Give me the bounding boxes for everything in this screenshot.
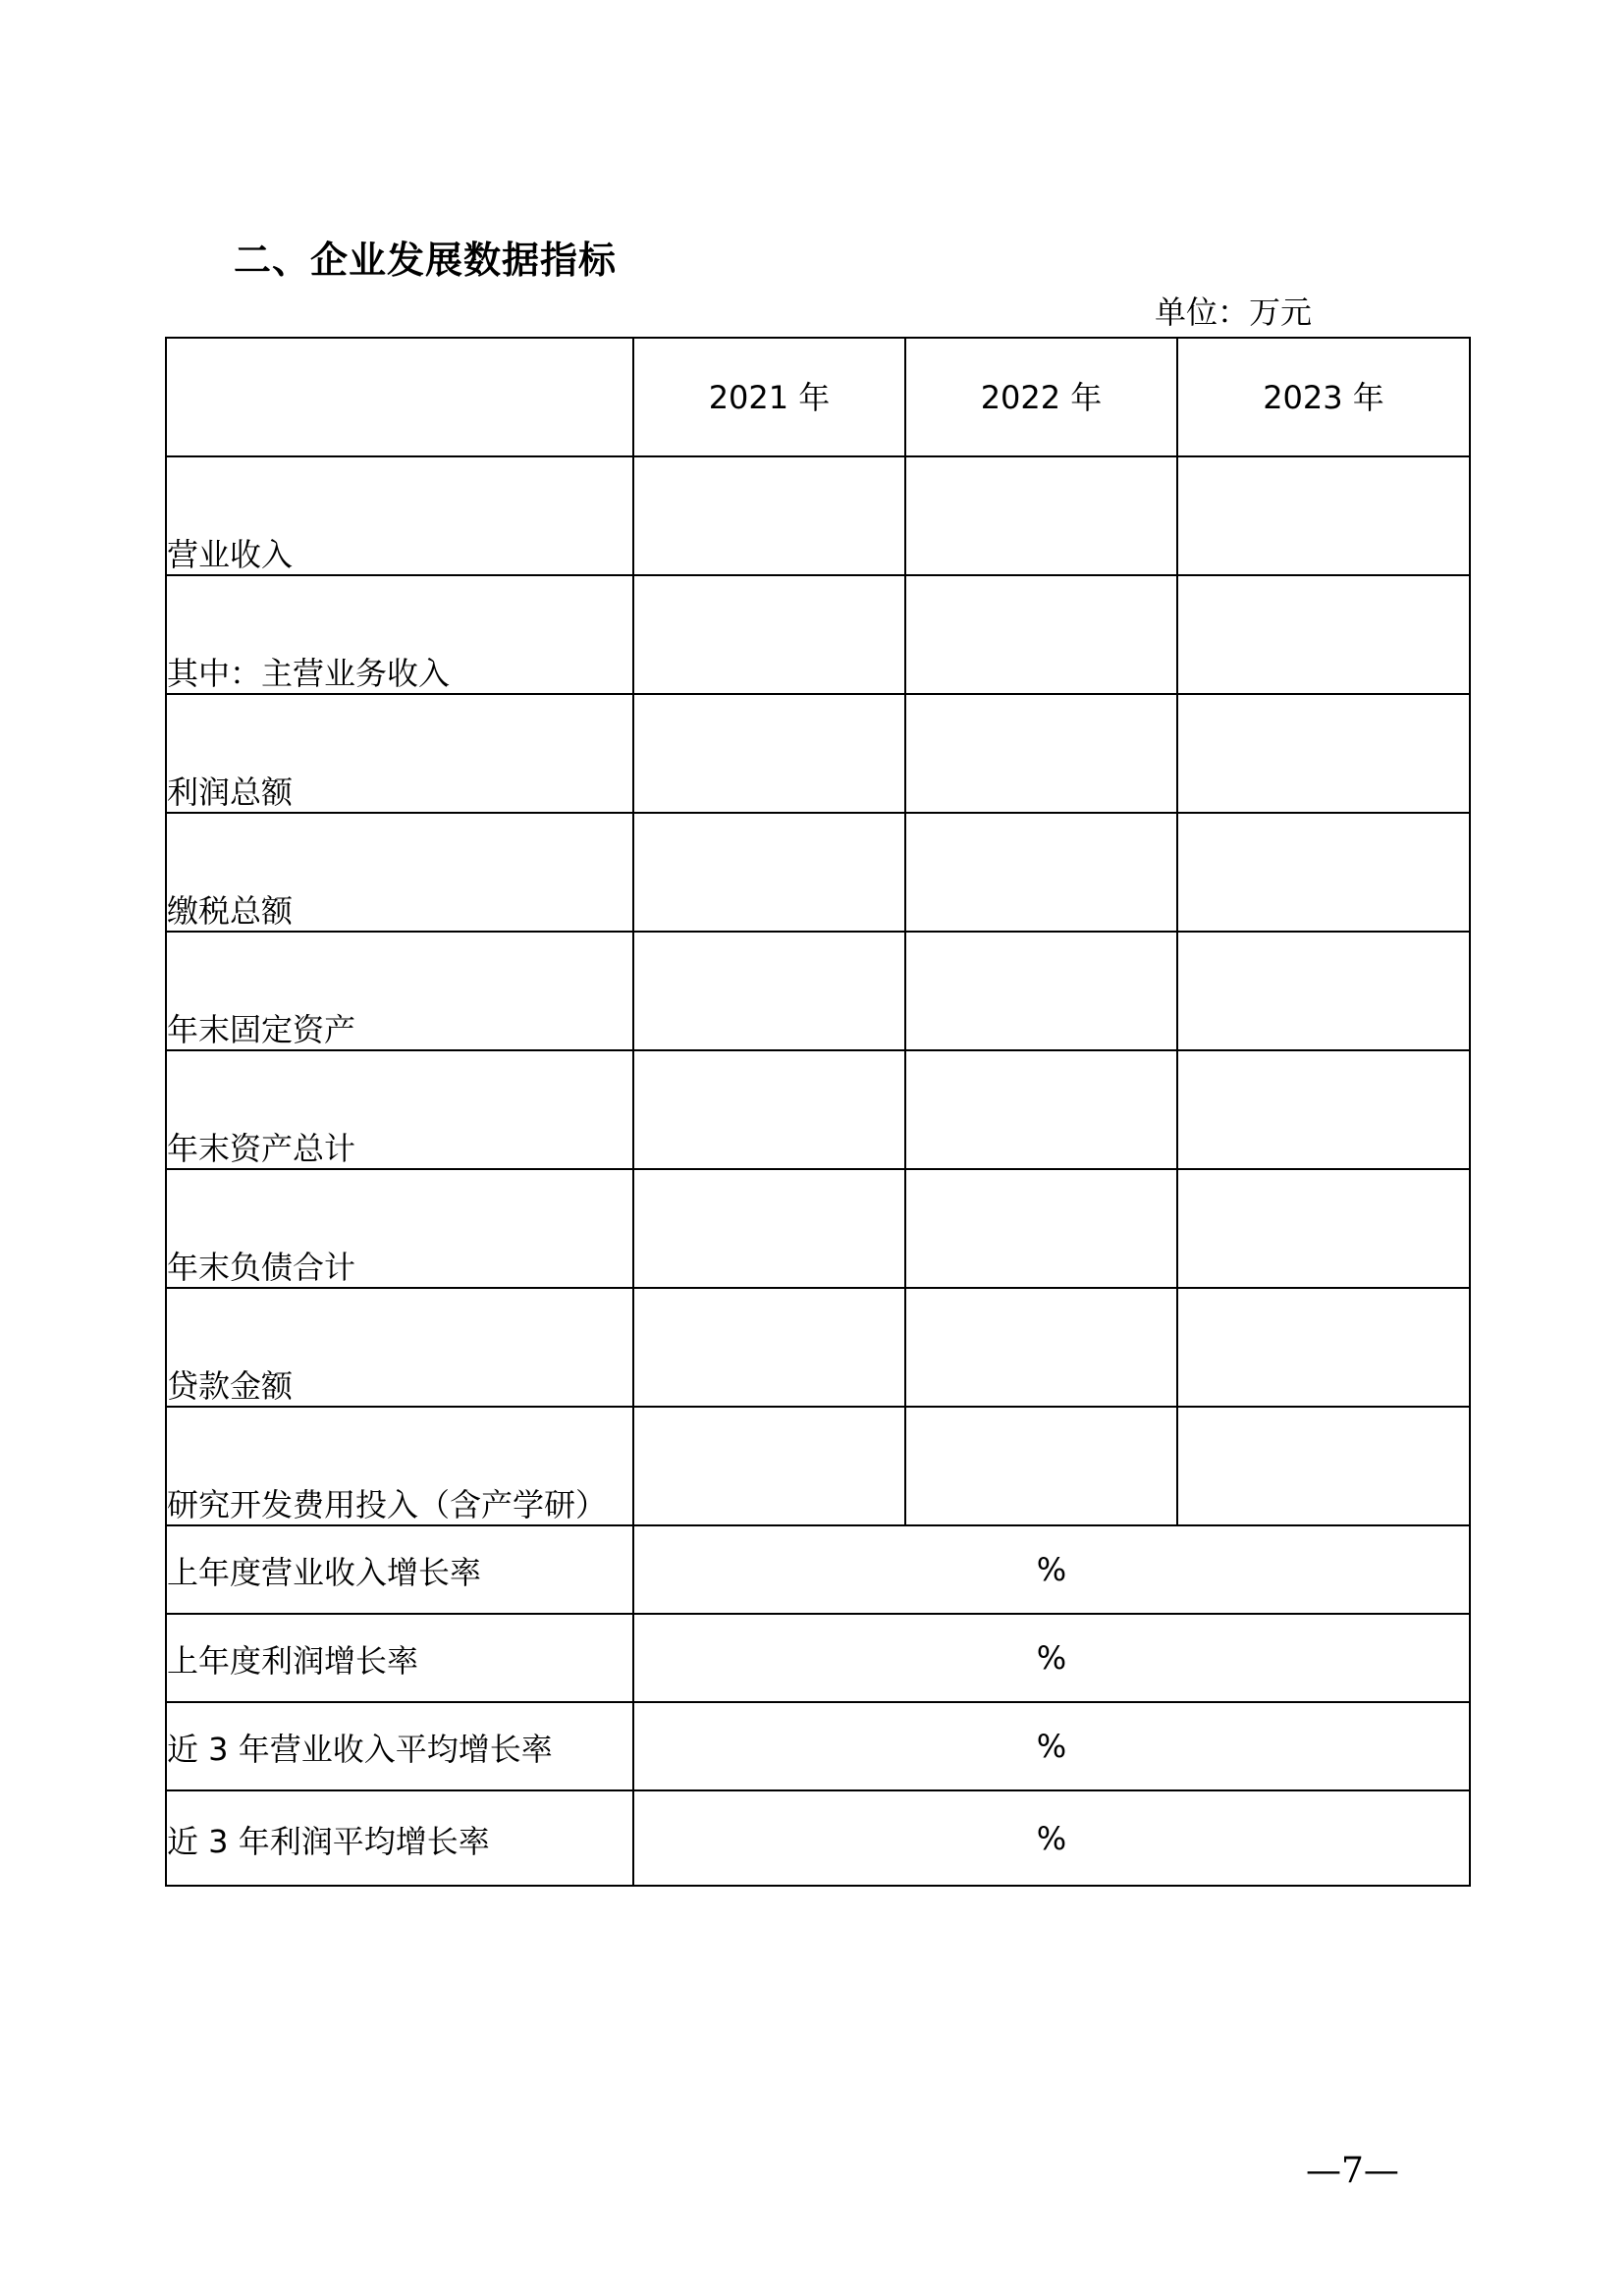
value-input-cell[interactable] (633, 932, 905, 1050)
rate-row (166, 1614, 1470, 1702)
value-input-cell[interactable] (905, 1288, 1177, 1407)
value-input-cell[interactable] (1177, 1407, 1470, 1525)
rate-row-label: 近 3 年营业收入平均增长率 (166, 1702, 633, 1790)
value-input-cell[interactable] (905, 1050, 1177, 1169)
section-title: 二、企业发展数据指标 (234, 239, 618, 282)
value-input-cell[interactable] (1177, 456, 1470, 575)
rate-row-label: 上年度利润增长率 (166, 1614, 633, 1702)
table-row (166, 932, 1470, 1050)
rate-value-cell[interactable]: % (633, 1790, 1470, 1886)
value-input-cell[interactable] (905, 456, 1177, 575)
table-row (166, 575, 1470, 694)
table-row (166, 813, 1470, 932)
table-row (166, 694, 1470, 813)
value-input-cell[interactable] (905, 1407, 1177, 1525)
row-label: 营业收入 (166, 456, 633, 575)
row-label: 缴税总额 (166, 813, 633, 932)
value-input-cell[interactable] (905, 813, 1177, 932)
header-row (166, 338, 1470, 456)
rate-row-label: 上年度营业收入增长率 (166, 1525, 633, 1614)
row-label: 年末资产总计 (166, 1050, 633, 1169)
row-label: 年末固定资产 (166, 932, 633, 1050)
rate-value-cell[interactable]: % (633, 1525, 1470, 1614)
value-input-cell[interactable] (1177, 1288, 1470, 1407)
value-input-cell[interactable] (633, 1169, 905, 1288)
value-input-cell[interactable] (1177, 1169, 1470, 1288)
unit-label: 单位：万元 (1155, 294, 1313, 331)
value-input-cell[interactable] (633, 1050, 905, 1169)
row-label: 年末负债合计 (166, 1169, 633, 1288)
table-row (166, 456, 1470, 575)
rate-row (166, 1702, 1470, 1790)
header-year-2021: 2021 年 (633, 338, 905, 456)
rate-value-cell[interactable]: % (633, 1614, 1470, 1702)
rate-row (166, 1790, 1470, 1886)
value-input-cell[interactable] (905, 575, 1177, 694)
value-input-cell[interactable] (633, 1407, 905, 1525)
value-input-cell[interactable] (905, 1169, 1177, 1288)
row-label: 其中：主营业务收入 (166, 575, 633, 694)
value-input-cell[interactable] (1177, 813, 1470, 932)
value-input-cell[interactable] (1177, 932, 1470, 1050)
value-input-cell[interactable] (905, 932, 1177, 1050)
value-input-cell[interactable] (633, 694, 905, 813)
value-input-cell[interactable] (633, 1288, 905, 1407)
value-input-cell[interactable] (1177, 694, 1470, 813)
rate-row-label: 近 3 年利润平均增长率 (166, 1790, 633, 1886)
indicator-table (165, 337, 1471, 1887)
row-label: 研究开发费用投入（含产学研） (166, 1407, 633, 1525)
page-number: —7— (1306, 2151, 1399, 2191)
table-row (166, 1050, 1470, 1169)
rate-row (166, 1525, 1470, 1614)
header-year-2023: 2023 年 (1177, 338, 1470, 456)
table-row (166, 1407, 1470, 1525)
value-input-cell[interactable] (633, 813, 905, 932)
value-input-cell[interactable] (633, 575, 905, 694)
table-row (166, 1288, 1470, 1407)
value-input-cell[interactable] (633, 456, 905, 575)
header-corner-cell (166, 338, 633, 456)
rate-value-cell[interactable]: % (633, 1702, 1470, 1790)
value-input-cell[interactable] (1177, 575, 1470, 694)
row-label: 贷款金额 (166, 1288, 633, 1407)
header-year-2022: 2022 年 (905, 338, 1177, 456)
value-input-cell[interactable] (1177, 1050, 1470, 1169)
row-label: 利润总额 (166, 694, 633, 813)
table-row (166, 1169, 1470, 1288)
value-input-cell[interactable] (905, 694, 1177, 813)
